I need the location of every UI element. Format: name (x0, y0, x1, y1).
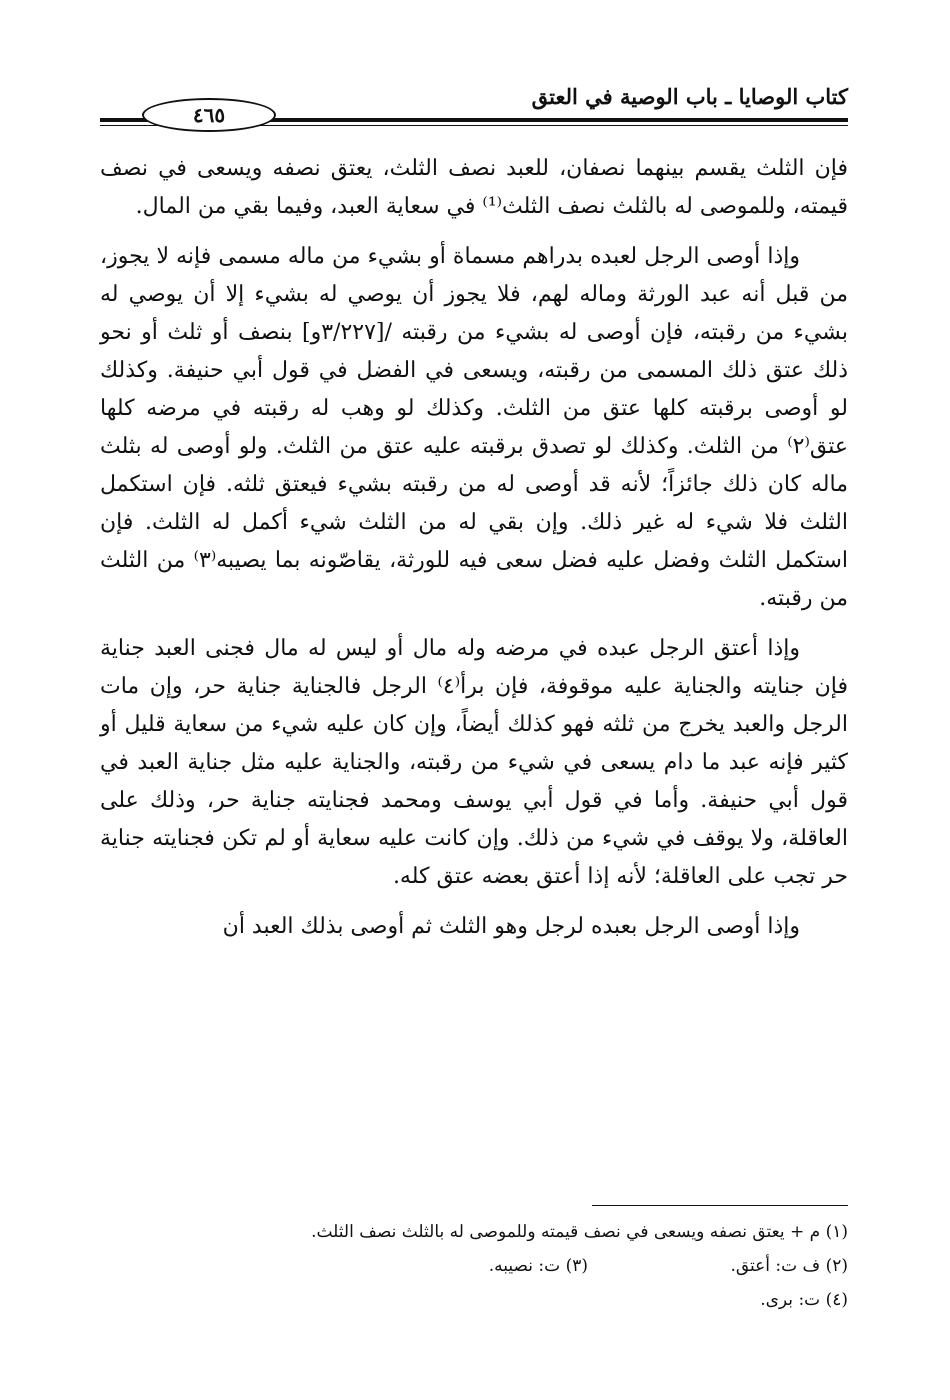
footnote-1: (١) م + يعتق نصفه ويسعى في نصف قيمته وللموصى له بالثلث نصف الثلث. (311, 1222, 848, 1242)
footnote-4: (٤) ت: برى. (760, 1290, 848, 1310)
footnote-row (100, 1249, 848, 1283)
page-number: ٤٦٥ (142, 98, 276, 132)
running-header (100, 80, 848, 130)
paragraph-4: وإذا أوصى الرجل بعبده لرجل وهو الثلث ثم أوصى بذلك العبد أن (222, 914, 800, 939)
footnote-3: (٣) ت: نصيبه. (488, 1256, 588, 1276)
paragraph-1: فإن الثلث يقسم بينهما نصفان، للعبد نصف الثلث، يعتق نصفه ويسعى في نصف قيمته، وللموصى له بالثلث نصف الثلث⁽¹⁾ في سعاية العبد، وفيما بقي من المال. (100, 156, 848, 219)
paragraph-2: وإذا أوصى الرجل لعبده بدراهم مسماة أو بشيء من ماله مسمى فإنه لا يجوز، من قبل أنه عبد الورثة وماله لهم، فلا يجوز أن يوصي له بشيء إلا أن يوصي له بشيء من رقبته، فإن أوصى له بشيء من رقبته /[٣/٢٢٧و] بنصف أو ثلث أو نحو ذلك عتق ذلك المسمى من رقبته، ويسعى في الفضل في قول أبي حنيفة. وكذلك لو أوصى برقبته كلها عتق من الثلث. وكذلك لو وهب له رقبته في مرضه كلها عتق⁽٢⁾ من الثلث. وكذلك لو تصدق برقبته عليه عتق من الثلث. ولو أوصى له بثلث ماله كان ذلك جائزاً؛ لأنه قد أوصى له من رقبته بشيء فيعتق ثلثه. فإن استكمل الثلث فلا شيء له غير ذلك. وإن بقي له من الثلث شيء أكمل له الثلث. فإن استكمل الثلث وفضل عليه فضل سعى فيه للورثة، يقاصّونه بما يصيبه⁽٣⁾ من الثلث من رقبته. (100, 244, 849, 611)
header-title: كتاب الوصايا ـ باب الوصية في العتق (531, 84, 848, 109)
footnote-divider (592, 1205, 848, 1206)
paragraph-3: وإذا أعتق الرجل عبده في مرضه وله مال أو ليس له مال فجنى العبد جناية فإن جنايته والجناية عليه موقوفة، فإن برأ⁽٤⁾ الرجل فالجناية جناية حر، وإن مات الرجل والعبد يخرج من ثلثه فهو كذلك أيضاً، وإن كان عليه شيء من سعاية قليل أو كثير فإنه عبد ما دام يسعى في شيء من رقبته، والجناية عليه مثل جناية العبد في قول أبي حنيفة. وأما في قول أبي يوسف ومحمد فجنايته جناية حر، وذلك على العاقلة، ولا يوقف في شيء من ذلك. وإن كانت عليه سعاية أو لم تكن فجنايته جناية حر تجب على العاقلة؛ لأنه إذا أعتق بعضه عتق كله. (100, 636, 848, 889)
body-text (100, 150, 848, 958)
footnote-2: (٢) ف ت: أعتق. (730, 1256, 848, 1276)
footnotes (100, 1215, 848, 1317)
